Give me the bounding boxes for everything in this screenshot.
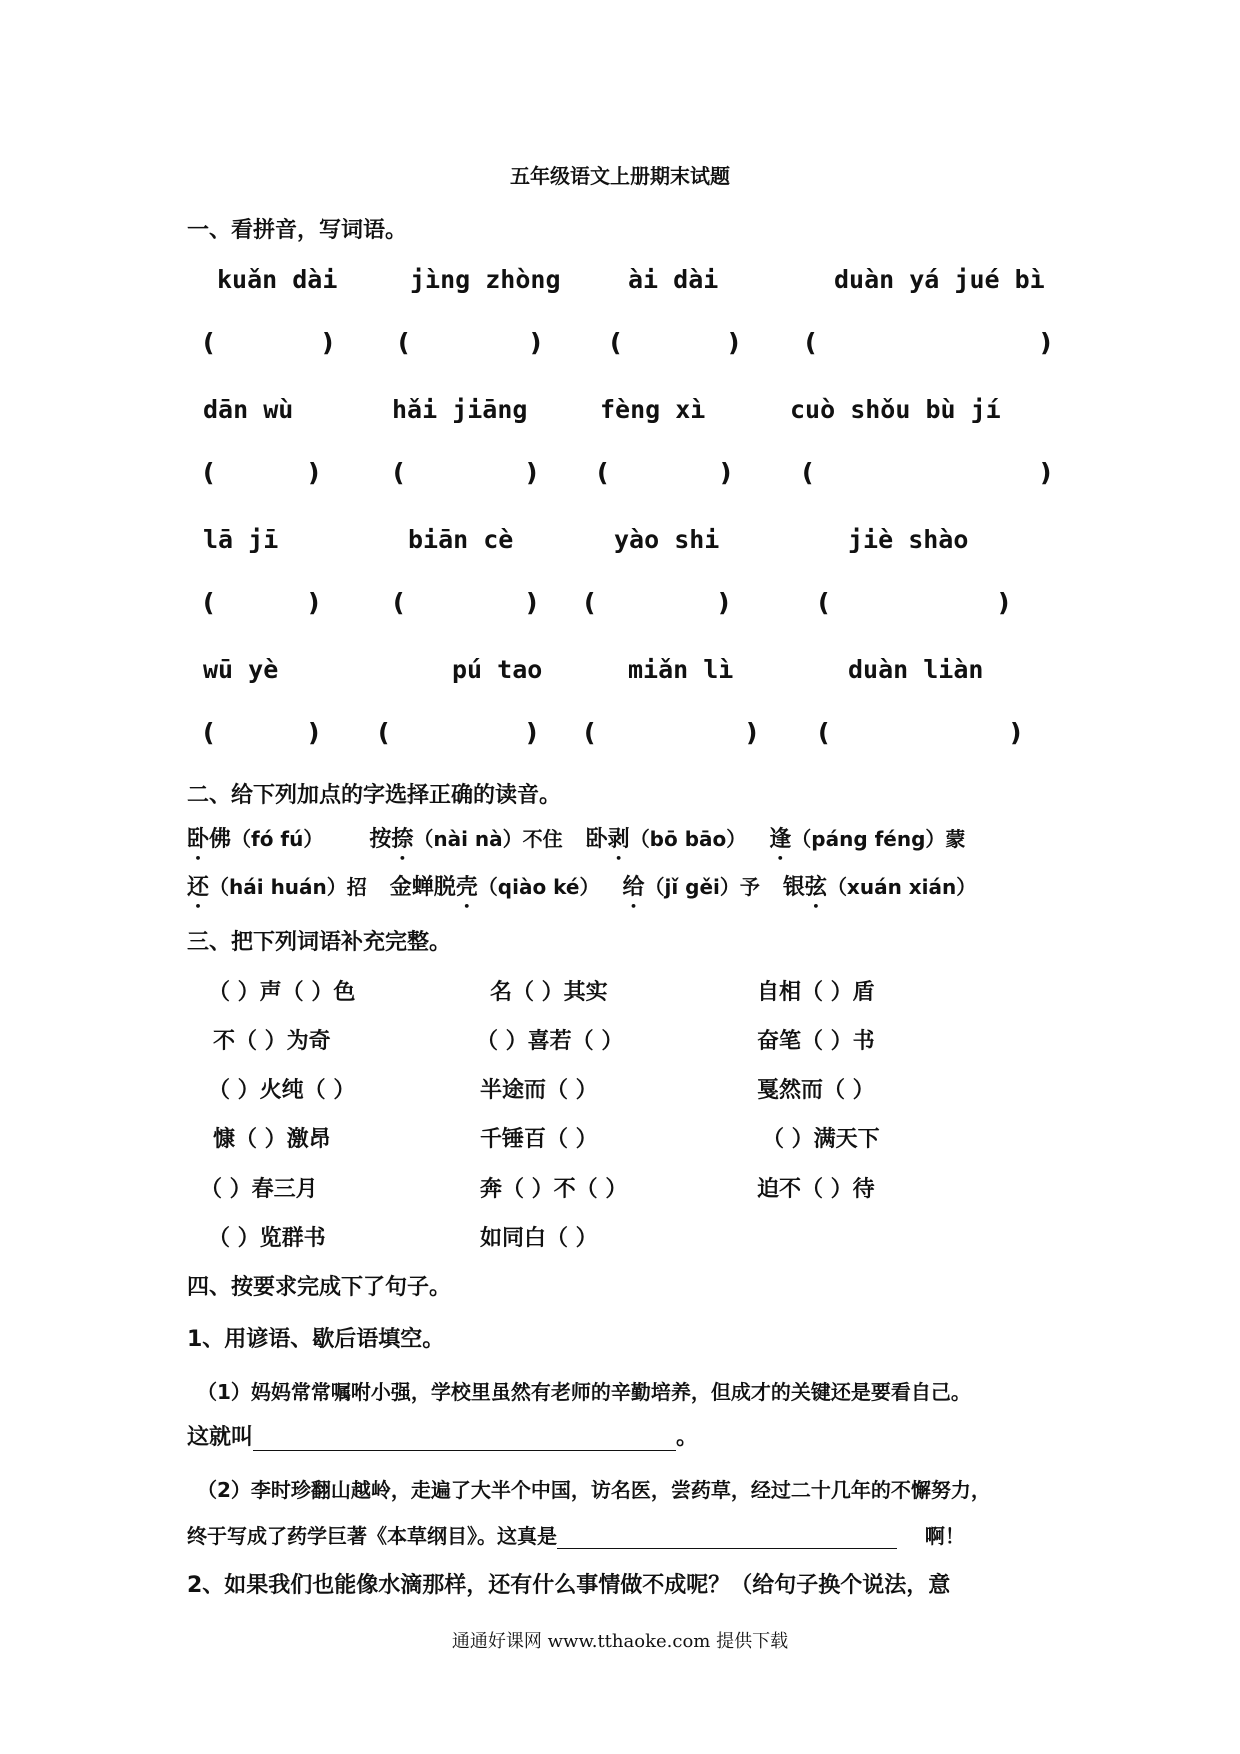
bracket-open: (: [584, 718, 597, 747]
pinyin-1-4: duàn yá jué bì: [834, 265, 1045, 294]
char: 银: [782, 875, 805, 900]
bracket-close: ): [308, 718, 321, 747]
idiom: 迫不（ ）待: [757, 1177, 875, 1202]
bracket-open: (: [203, 718, 216, 747]
idiom: 千锤百（ ）: [480, 1127, 598, 1152]
dotted-char: 还: [187, 875, 210, 900]
bracket-close: ): [720, 458, 733, 487]
idiom: 戛然而（ ）: [757, 1078, 875, 1103]
question-1-heading: 1、用谚语、歇后语填空。: [187, 1327, 445, 1352]
question-1-2-text: （2）李时珍翻山越岭，走遍了大半个中国，访名医，尝药草，经过二十几年的不懈努力，: [197, 1478, 991, 1502]
bracket-open: (: [203, 458, 216, 487]
options: （jǐ gěi）予: [644, 875, 760, 899]
pinyin-2-3: fèng xì: [600, 395, 706, 424]
options: （qiào ké）: [477, 875, 600, 899]
bracket-open: (: [610, 328, 623, 357]
section2-heading: 二、给下列加点的字选择正确的读音。: [187, 783, 562, 808]
dotted-char: 壳: [455, 875, 478, 900]
bracket-close: ): [308, 458, 321, 487]
bracket-open: (: [597, 458, 610, 487]
section4-heading: 四、按要求完成下了句子。: [187, 1275, 452, 1300]
bracket-open: (: [398, 328, 411, 357]
pinyin-1-2: jìng zhòng: [410, 265, 561, 294]
bracket-open: (: [393, 588, 406, 617]
char: 佛: [209, 827, 232, 852]
end-text: 。: [676, 1425, 699, 1450]
lead-text: 这就叫: [187, 1425, 254, 1450]
bracket-close: ): [526, 718, 539, 747]
bracket-close: ): [530, 328, 543, 357]
char: 按: [369, 827, 392, 852]
idiom: 如同白（ ）: [480, 1226, 598, 1251]
question-1-1-text: （1）妈妈常常嘱咐小强，学校里虽然有老师的辛勤培养，但成才的关键还是要看自己。: [197, 1380, 971, 1404]
pinyin-2-4: cuò shǒu bù jí: [790, 395, 1001, 424]
bracket-close: ): [1040, 328, 1053, 357]
bracket-open: (: [818, 588, 831, 617]
idiom: 半途而（ ）: [480, 1078, 598, 1103]
question-1-2-answer-line: [187, 1520, 965, 1549]
idiom: 奔（ ）不（ ）: [480, 1177, 628, 1202]
pinyin-4-2: pú tao: [452, 655, 543, 684]
pinyin-1-1: kuǎn dài: [217, 265, 338, 294]
section1-heading: 一、看拼音，写词语。: [187, 218, 408, 243]
idiom: （ ）喜若（ ）: [476, 1029, 624, 1054]
idiom: 奋笔（ ）书: [757, 1029, 875, 1054]
bracket-close: ): [526, 588, 539, 617]
page-title: 五年级语文上册期末试题: [510, 164, 730, 188]
bracket-close: ): [308, 588, 321, 617]
bracket-close: ): [1010, 718, 1023, 747]
question-1-1-answer-line: [187, 1420, 698, 1451]
pinyin-2-1: dān wù: [203, 395, 294, 424]
char: 卧: [585, 827, 608, 852]
end-text: 啊！: [924, 1524, 965, 1548]
idiom: （ ）声（ ）色: [208, 980, 356, 1005]
pinyin-3-3: yào shi: [614, 525, 720, 554]
bracket-close: ): [746, 718, 759, 747]
section2-line1: [187, 822, 965, 865]
answer-blank[interactable]: [253, 1426, 676, 1451]
idiom: （ ）火纯（ ）: [208, 1078, 356, 1103]
bracket-open: (: [393, 458, 406, 487]
options: （fó fú）: [231, 827, 324, 851]
bracket-close: ): [998, 588, 1011, 617]
pinyin-3-4: jiè shào: [848, 525, 969, 554]
options: （hái huán）招: [209, 875, 367, 899]
section3-heading: 三、把下列词语补充完整。: [187, 930, 452, 955]
idiom: 名（ ）其实: [490, 980, 608, 1005]
dotted-char: 卧: [187, 827, 210, 852]
bracket-close: ): [1040, 458, 1053, 487]
idiom: （ ）览群书: [208, 1226, 326, 1251]
footer: 通通好课网 www.tthaoke.com 提供下载: [451, 1631, 789, 1652]
section2-line2: [187, 870, 976, 913]
pinyin-4-1: wū yè: [203, 655, 279, 684]
options: （páng féng）蒙: [791, 827, 966, 851]
dotted-char: 剥: [607, 827, 630, 852]
pinyin-3-2: biān cè: [408, 525, 514, 554]
idiom: （ ）满天下: [762, 1127, 880, 1152]
bracket-open: (: [203, 328, 216, 357]
answer-blank[interactable]: [557, 1524, 897, 1549]
bracket-close: ): [322, 328, 335, 357]
bracket-close: ): [728, 328, 741, 357]
bracket-open: (: [802, 458, 815, 487]
bracket-close: ): [526, 458, 539, 487]
idiom: 慷（ ）激昂: [213, 1127, 331, 1152]
pinyin-2-2: hǎi jiāng: [392, 395, 528, 424]
dotted-char: 弦: [804, 875, 827, 900]
dotted-char: 逢: [769, 827, 792, 852]
dotted-char: 给: [622, 875, 645, 900]
question-2-text: 2、如果我们也能像水滴那样，还有什么事情做不成呢？（给句子换个说法，意: [187, 1573, 951, 1598]
bracket-open: (: [203, 588, 216, 617]
pinyin-3-1: lā jī: [203, 525, 279, 554]
bracket-open: (: [805, 328, 818, 357]
dotted-char: 捺: [391, 827, 414, 852]
pinyin-4-4: duàn liàn: [848, 655, 984, 684]
idiom: 自相（ ）盾: [757, 980, 875, 1005]
pinyin-1-3: ài dài: [628, 265, 719, 294]
bracket-close: ): [718, 588, 731, 617]
bracket-open: (: [818, 718, 831, 747]
options: （nài nà）不住: [413, 827, 563, 851]
idiom: 不（ ）为奇: [213, 1029, 331, 1054]
options: （xuán xián）: [826, 875, 977, 899]
bracket-open: (: [378, 718, 391, 747]
options: （bō bāo）: [629, 827, 747, 851]
text: 金蝉脱: [389, 875, 456, 900]
pinyin-4-3: miǎn lì: [628, 655, 734, 684]
idiom: （ ）春三月: [200, 1177, 318, 1202]
lead-text: 终于写成了药学巨著《本草纲目》。这真是: [187, 1524, 557, 1548]
bracket-open: (: [584, 588, 597, 617]
